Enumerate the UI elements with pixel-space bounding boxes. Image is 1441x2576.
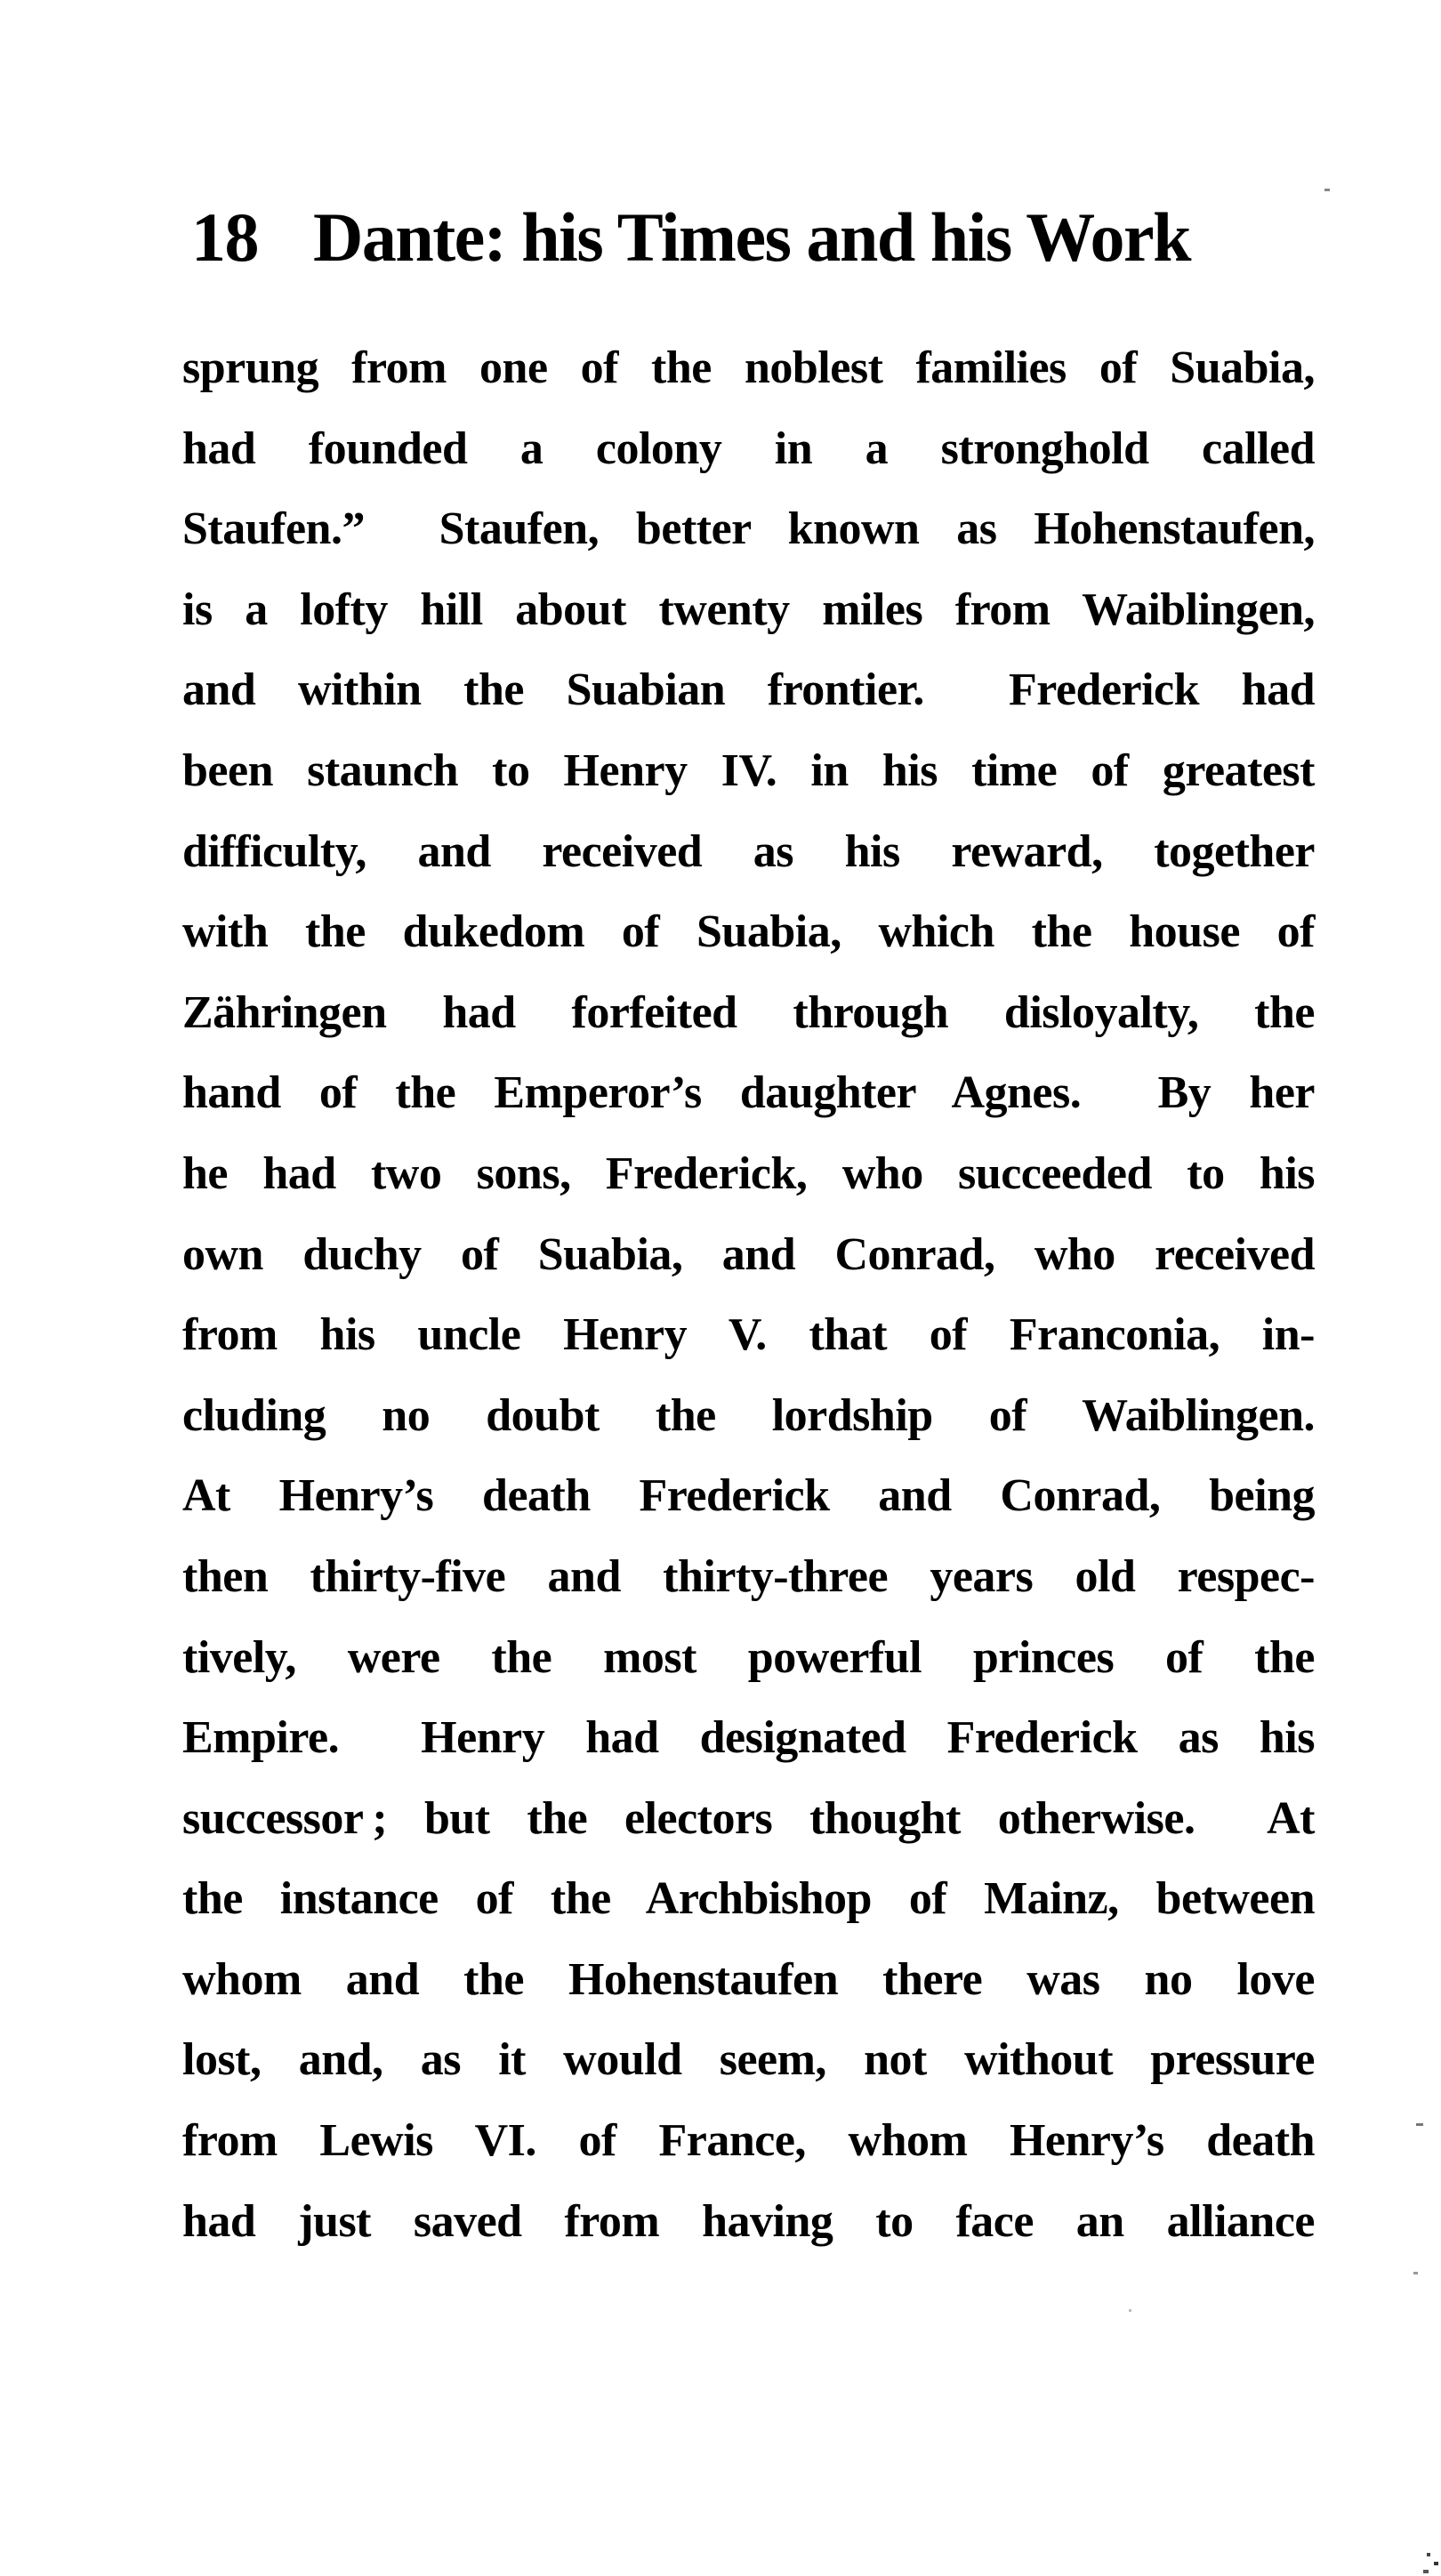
page-body <box>182 328 1315 2262</box>
text-line: and within the Suabian frontier. Frederick had <box>182 664 1315 716</box>
scan-noise-speck <box>1416 2123 1423 2126</box>
text-line: sprung from one of the noblest families of Suabia, <box>182 342 1315 393</box>
text-line: Empire. Henry had designated Frederick as his <box>182 1712 1315 1764</box>
scan-noise-speck <box>1129 2309 1131 2312</box>
scan-noise-speck <box>1324 189 1330 191</box>
scan-noise-speck <box>1434 2562 1438 2565</box>
text-line: is a lofty hill about twenty miles from Waiblingen, <box>182 584 1315 635</box>
scan-noise-speck <box>1427 2553 1430 2556</box>
text-line: difficulty, and received as his reward, together <box>182 825 1315 877</box>
text-line: been staunch to Henry IV. in his time of greatest <box>182 745 1315 796</box>
text-line: Zähringen had forfeited through disloyalty, the <box>182 986 1315 1038</box>
text-line: had just saved from having to face an alliance <box>182 2195 1315 2247</box>
page-number: 18 <box>191 198 258 276</box>
text-line: At Henry’s death Frederick and Conrad, being <box>182 1470 1315 1522</box>
scan-noise-speck <box>1413 2272 1418 2274</box>
page-header <box>191 198 1190 276</box>
text-line: then thirty-five and thirty-three years old respec- <box>182 1550 1315 1602</box>
text-line: from Lewis VI. of France, whom Henry’s death <box>182 2115 1315 2167</box>
text-line: hand of the Emperor’s daughter Agnes. By her <box>182 1067 1315 1119</box>
text-line: from his uncle Henry V. that of Franconia, in- <box>182 1309 1315 1361</box>
text-line: successor ; but the electors thought otherwise. At <box>182 1792 1315 1844</box>
text-line: own duchy of Suabia, and Conrad, who received <box>182 1228 1315 1280</box>
scan-noise-speck <box>1423 2570 1429 2573</box>
text-line: Staufen.” Staufen, better known as Hohenstaufen, <box>182 503 1315 555</box>
text-line: he had two sons, Frederick, who succeeded to his <box>182 1147 1315 1199</box>
text-line: whom and the Hohenstaufen there was no love <box>182 1953 1315 2005</box>
text-line: had founded a colony in a stronghold called <box>182 423 1315 474</box>
text-line: with the dukedom of Suabia, which the house of <box>182 906 1315 958</box>
text-line: the instance of the Archbishop of Mainz, between <box>182 1873 1315 1925</box>
text-line: lost, and, as it would seem, not without pressure <box>182 2034 1315 2086</box>
running-title: Dante: his Times and his Work <box>313 198 1190 276</box>
text-line: tively, were the most powerful princes of the <box>182 1631 1315 1683</box>
text-line: cluding no doubt the lordship of Waiblingen. <box>182 1389 1315 1441</box>
